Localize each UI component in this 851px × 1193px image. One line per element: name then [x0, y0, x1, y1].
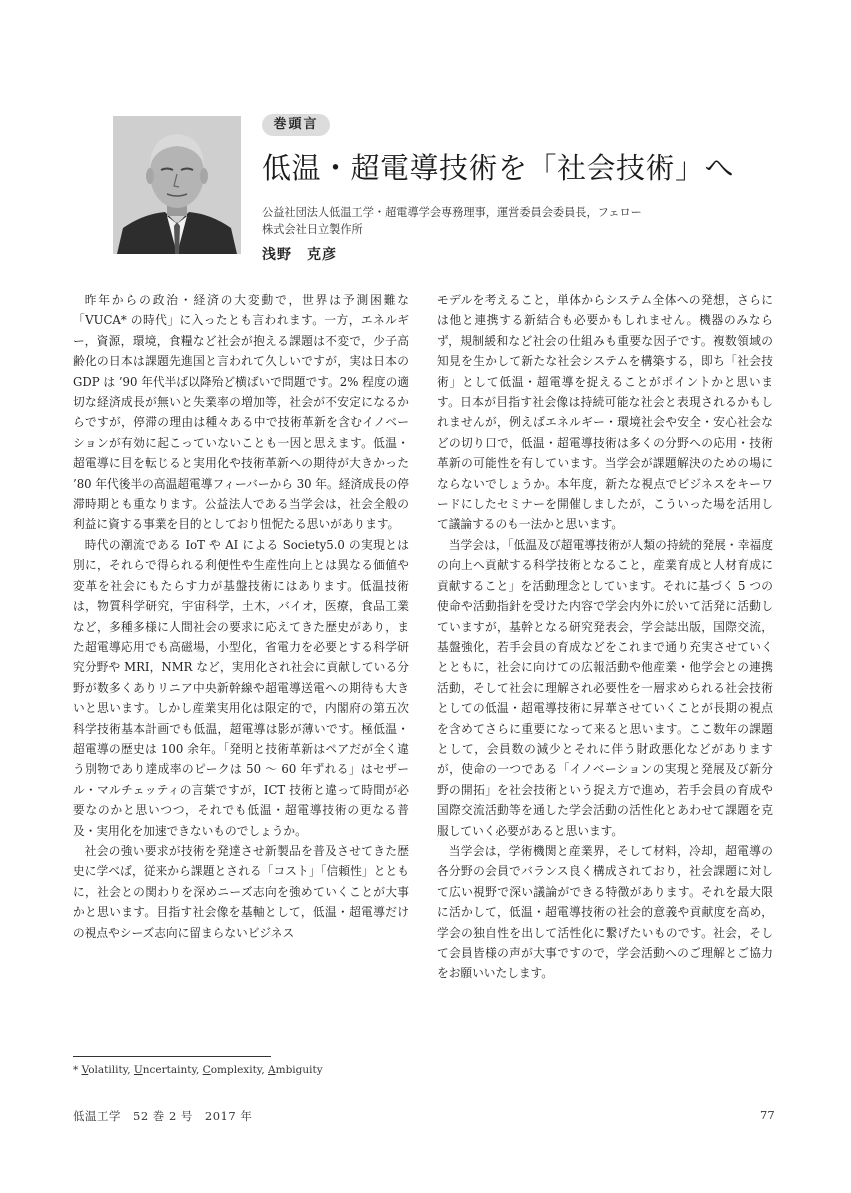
body-column-right — [437, 290, 773, 984]
paragraph: モデルを考えること，単体からシステム全体への発想，さらには他と連携する新結合も必要かもしれません。機器のみならず，規制緩和など社会の仕組みも重要な因子です。複数領域の知見を生かして新たな社会システムを構築する，即ち「社会技術」として低温・超電導を捉えることがポイントかと思います。日本が目指す社会像は持続可能な社会と表現されるかもしれませんが，例えばエネルギー・環境社会や安全・安心社会などの切り口で，低温・超電導技術は多くの分野への応用・技術革新の可能性を有しています。当学会が課題解決のための場にならないでしょうか。本年度，新たな視点でビジネスをキーワードにしたセミナーを開催しましたが，こういった場を活用して議論するのも一法かと思います。 — [437, 293, 773, 532]
body-column-left — [73, 290, 409, 943]
paragraph: 当学会は，学術機関と産業界，そして材料，冷却，超電導の各分野の会員でバランス良く構成されており，社会課題に対して広い視野で深い議論ができる特徴があります。それを最大限に活かして，低温・超電導技術の社会的意義や貢献度を高め，学会の独自性を出して活性化に繋げたいものです。社会，そして会員皆様の声が大事ですので，学会活動へのご理解とご協力をお願いいたします。 — [437, 843, 773, 981]
footnote-word: olatility, — [88, 1064, 134, 1076]
footnote-word: omplexity, — [210, 1064, 269, 1076]
footnote-word: mbiguity — [275, 1064, 323, 1076]
footnote-initial: C — [202, 1064, 211, 1076]
footnote-divider — [73, 1056, 271, 1057]
author-portrait — [113, 116, 241, 254]
footnote-initial: V — [81, 1064, 89, 1076]
affiliation-line: 公益社団法人低温工学・超電導学会専務理事，運営委員会委員長，フェロー — [262, 206, 642, 219]
affiliation-line: 株式会社日立製作所 — [262, 223, 363, 236]
paragraph: 社会の強い要求が技術を発達させ新製品を普及させてきた歴史に学べば，従来から課題とされる「コスト」「信頼性」とともに，社会との関わりを深めニーズ志向を強めていくことが大事かと思います。目指す社会像を基軸として，低温・超電導だけの視点やシーズ志向に留まらないビジネス — [73, 843, 409, 940]
journal-citation: 低温工学 52 巻 2 号 2017 年 — [73, 1109, 253, 1123]
page-number: 77 — [760, 1108, 775, 1122]
footnote-initial: U — [133, 1064, 143, 1076]
author-portrait-graphic — [113, 116, 241, 254]
author-name: 浅野 克彦 — [262, 247, 337, 263]
author-affiliation — [262, 204, 782, 238]
paragraph: 昨年からの政治・経済の大変動で，世界は予測困難な「VUCA* の時代」に入ったとも言われます。一方，エネルギー，資源，環境，食糧など社会が抱える課題は不変で，少子高齢化の日本は課題先進国と言われて久しいですが，実は日本の GDP は ’90 年代半ば以降殆ど横ばいで問題です。2% 程度の適切な経済成長が無いと失業率の増加等，社会が不安定になるからですが，停滞の理由は種々ある中で技術革新を含むイノベーションが有効に起こっていないことも一因と思えます。低温・超電導に目を転じると実用化や技術革新への期待が大きかった ’80 年代後半の高温超電導フィーバーから 30 年。経済成長の停滞時期とも重なります。公益法人である当学会は，社会全般の利益に資する事業を目的としており忸怩たる思いがあります。 — [73, 293, 409, 532]
footnote-word: ncertainty, — [142, 1064, 203, 1076]
footnote-initial: A — [268, 1064, 276, 1076]
section-badge: 巻頭言 — [262, 114, 330, 136]
footnote-marker: * — [73, 1064, 82, 1076]
paragraph: 当学会は，「低温及び超電導技術が人類の持続的発展・幸福度の向上へ貢献する科学技術となること，産業育成と人材育成に貢献すること」を活動理念としています。それに基づく 5 つの使命や活動指針を受けた内容で学会内外に於いて活発に活動していますが，基幹となる研究発表会，学会誌出版，国際交流，基盤強化，若手会員の育成などをこれまで通り充実させていくとともに，社会に向けての広報活動や他産業・他学会との連携活動，そして社会に理解され必要性を一層求められる社会技術としての低温・超電導技術に昇華させていくことが長期の視点を含めてさらに重要になって来ると思います。ここ数年の課題として，会員数の減少とそれに伴う財政悪化などがありますが，使命の一つである「イノベーションの実現と発展及び新分野の開拓」を社会技術という捉え方で進め，若手会員の育成や国際交流活動等を通した学会活動の活性化とあわせて課題を克服していく必要があると思います。 — [437, 537, 773, 838]
article-title: 低温・超電導技術を「社会技術」へ — [262, 151, 735, 185]
paragraph: 時代の潮流である IoT や AI による Society5.0 の実現とは別に，それらで得られる利便性や生産性向上とは異なる価値や変革を社会にもたらす力が基盤技術にはあります。低温技術は，物質科学研究，宇宙科学，土木，バイオ，医療，食品工業など，多種多様に人間社会の要求に応えてきた歴史があり，また超電導応用でも高磁場，小型化，省電力を必要とする科学研究分野や MRI，NMR など，実用化され社会に貢献している分野が数多くありリニア中央新幹線や超電導送電への期待も大きいと思います。しかし産業実用化は限定的で，内閣府の第五次科学技術基本計画でも低温，超電導は影が薄いです。極低温・超電導の歴史は 100 余年。「発明と技術革新はペアだが全く違う別物であり達成率のピークは 50 ～ 60 年ずれる」はセザール・マルチェッティの言葉ですが，ICT 技術と違って時間が必要なのかと思いつつ，それでも低温・超電導技術の更なる普及・実用化を加速できないものでしょうか。 — [73, 537, 409, 838]
footnote — [73, 1064, 323, 1076]
